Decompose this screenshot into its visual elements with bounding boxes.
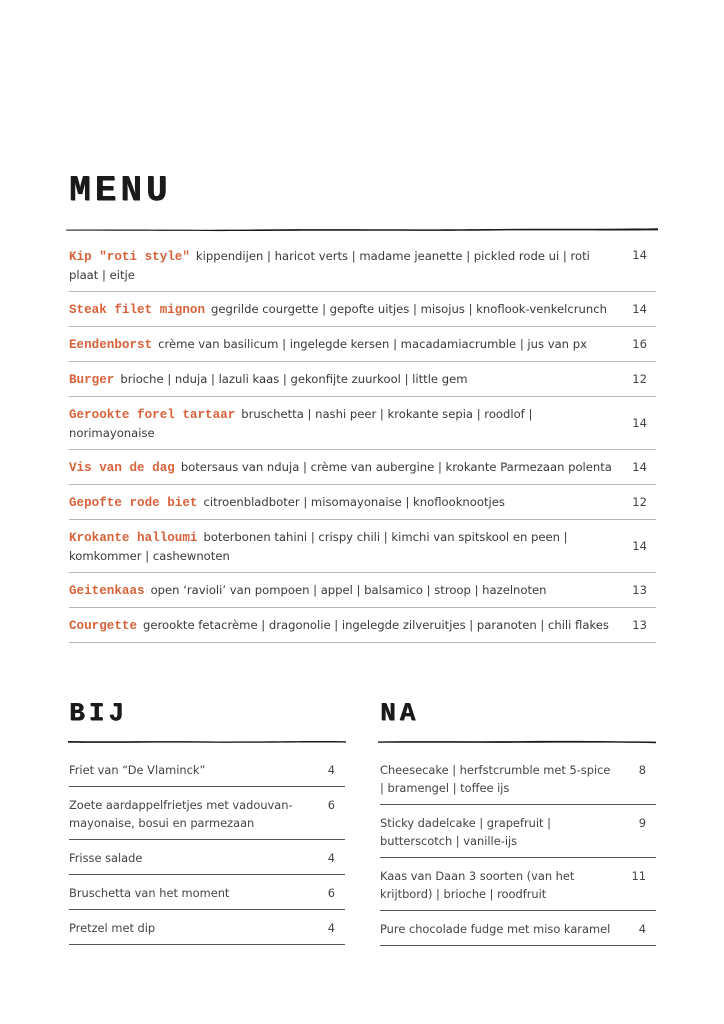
side-item	[69, 875, 345, 910]
menu-item	[69, 362, 656, 397]
bij-list	[69, 752, 345, 945]
dessert-item	[380, 858, 656, 911]
dish-description: bruschetta | nashi peer | krokante sepia | roodlof | norimayonaise	[69, 407, 533, 440]
dish-name: Steak filet mignon	[69, 303, 206, 317]
dessert-name: Pure chocolade fudge met miso karamel	[380, 922, 611, 936]
menu-item	[69, 397, 656, 450]
dish-description: open ‘ravioli’ van pompoen | appel | balsamico | stroop | hazelnoten	[150, 583, 547, 597]
dessert-price: 11	[631, 869, 646, 883]
menu-item	[69, 608, 656, 643]
dish-price: 12	[632, 372, 647, 386]
dish-description: botersaus van nduja | crème van aubergine | krokante Parmezaan polenta	[180, 460, 612, 474]
menu-item	[69, 450, 656, 485]
side-price: 4	[327, 851, 335, 865]
menu-list	[69, 239, 656, 643]
side-price: 4	[327, 921, 335, 935]
menu-item	[69, 239, 656, 292]
menu-item	[69, 573, 656, 608]
dish-description: kippendijen | haricot verts | madame jeanette | pickled rode ui | roti plaat | eitje	[69, 249, 590, 282]
dessert-item	[380, 805, 656, 858]
dessert-item	[380, 752, 656, 805]
dish-name: Krokante halloumi	[69, 531, 198, 545]
dish-name: Geitenkaas	[69, 584, 145, 598]
dish-price: 12	[632, 495, 647, 509]
dessert-name: Kaas van Daan 3 soorten (van het krijtbord) | brioche | roodfruit	[380, 869, 575, 901]
dish-name: Courgette	[69, 619, 138, 633]
side-item	[69, 787, 345, 840]
side-name: Frisse salade	[69, 851, 143, 865]
dessert-price: 8	[638, 763, 646, 777]
side-item	[69, 752, 345, 787]
menu-heading: MENU	[69, 170, 172, 211]
dish-price: 13	[632, 583, 647, 597]
na-list	[380, 752, 656, 946]
dish-description: citroenbladboter | misomayonaise | knoflooknootjes	[203, 495, 505, 509]
dish-description: boterbonen tahini | crispy chili | kimchi van spitskool en peen | komkommer | cashewnoten	[69, 530, 568, 563]
dish-price: 14	[632, 248, 647, 262]
menu-item	[69, 327, 656, 362]
dish-price: 14	[632, 302, 647, 316]
dish-name: Eendenborst	[69, 338, 153, 352]
bij-heading: BIJ	[69, 698, 128, 728]
side-name: Pretzel met dip	[69, 921, 156, 935]
side-price: 6	[327, 886, 335, 900]
dish-price: 16	[632, 337, 647, 351]
dish-price: 13	[632, 618, 647, 632]
bij-brush-divider	[68, 738, 346, 744]
dessert-price: 9	[638, 816, 646, 830]
dish-description: crème van basilicum | ingelegde kersen | macadamiacrumble | jus van px	[158, 337, 587, 351]
dessert-name: Sticky dadelcake | grapefruit | butterscotch | vanille-ijs	[380, 816, 551, 848]
dish-name: Burger	[69, 373, 115, 387]
dessert-price: 4	[638, 922, 646, 936]
side-name: Friet van “De Vlaminck”	[69, 763, 206, 777]
dish-description: gegrilde courgette | gepofte uitjes | misojus | knoflook-venkelcrunch	[211, 302, 607, 316]
menu-item	[69, 485, 656, 520]
menu-brush-divider	[66, 226, 658, 232]
na-heading: NA	[380, 698, 420, 728]
dish-name: Kip "roti style"	[69, 250, 190, 264]
dish-description: gerookte fetacrème | dragonolie | ingelegde zilveruitjes | paranoten | chili flakes	[143, 618, 609, 632]
dish-price: 14	[632, 460, 647, 474]
side-name: Bruschetta van het moment	[69, 886, 230, 900]
side-price: 6	[327, 798, 335, 812]
side-name: Zoete aardappelfrietjes met vadouvan-mayonaise, bosui en parmezaan	[69, 798, 293, 830]
na-brush-divider	[378, 738, 656, 744]
menu-item	[69, 292, 656, 327]
dish-name: Gepofte rode biet	[69, 496, 198, 510]
side-item	[69, 910, 345, 945]
side-item	[69, 840, 345, 875]
dish-price: 14	[632, 416, 647, 430]
dish-name: Gerookte forel tartaar	[69, 408, 236, 422]
dish-name: Vis van de dag	[69, 461, 175, 475]
menu-item	[69, 520, 656, 573]
side-price: 4	[327, 763, 335, 777]
dish-price: 14	[632, 539, 647, 553]
dessert-item	[380, 911, 656, 946]
dessert-name: Cheesecake | herfstcrumble met 5-spice | bramengel | toffee ijs	[380, 763, 611, 795]
dish-description: brioche | nduja | lazuli kaas | gekonfijte zuurkool | little gem	[120, 372, 468, 386]
